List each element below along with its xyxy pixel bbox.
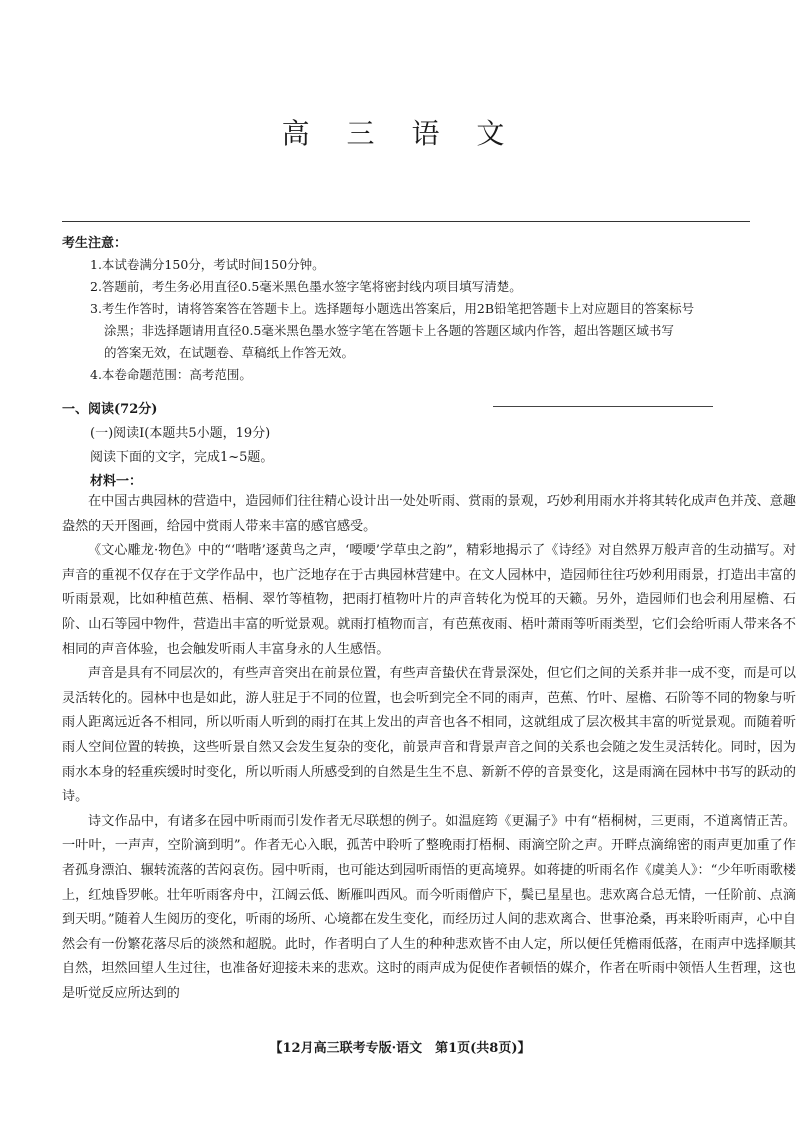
- page-title: 高 三 语 文: [281, 117, 519, 150]
- notice-item: 2.答题前，考生务必用直径0.5毫米黑色墨水签字笔将密封线内项目填写清楚。: [90, 279, 522, 294]
- passage-paragraph: 诗文作品中，有诸多在园中听雨而引发作者无尽联想的例子。如温庭筠《更漏子》中有“梧桐树，三更雨，不道离情正苦。一叶叶，一声声，空阶滴到明”。作者无心入眠，孤苦中聆听了整晚雨打梧桐、雨滴空阶之声。开畔点滴绵密的雨声更加重了作者孤身漂泊、辗转流落的苦闷哀伤。园中听雨，也可能达到园听雨悟的更高境界。如蒋捷的听雨名作《虞美人》：“少年听雨歌楼上，红烛昏罗帐。壮年听雨客舟中，江阔云低、断雁叫西风。而今听雨僧庐下，鬓已星星也。悲欢离合总无情，一任阶前、点滴到天明。”随着人生阅历的变化，听雨的场所、心境都在发生变化，而经历过人间的悲欢离合、世事沧桑，再来聆听雨声，心中自然会有一份繁花落尽后的淡然和超脱。此时，作者明白了人生的种种悲欢皆不由人定，所以便任凭檐雨低落，在雨声中选择顺其自然，坦然回望人生过往，也准备好迎接未来的悲欢。这时的雨声成为促使作者顿悟的媒介，作者在听雨中领悟人生哲理，这也是听觉反应所达到的: [62, 813, 796, 1001]
- passage-paragraph: 声音是具有不同层次的，有些声音突出在前景位置，有些声音蛰伏在背景深处，但它们之间的关系并非一成不变，而是可以灵活转化的。园林中也是如此，游人驻足于不同的位置，也会听到完全不同的雨声，芭蕉、竹叶、屋檐、石阶等不同的物象与听雨人距离远近各不相同，所以听雨人听到的雨打在其上发出的声音也各不相同，这就组成了层次极其丰富的听觉景观。而随着听雨人空间位置的转换，这些听景自然又会发生复杂的变化，前景声音和背景声音之间的关系也会随之发生灵活转化。同时，因为雨水本身的轻重疾缓时时变化，所以听雨人所感受到的自然是生生不息、新新不停的音景变化，这是雨滴在园林中书写的跃动的诗。: [62, 666, 796, 805]
- reading-instruction: 阅读下面的文字，完成1~5题。: [90, 450, 274, 465]
- notice-list: [90, 254, 770, 386]
- section-divider: [493, 406, 713, 407]
- passage-paragraph: 在中国古典园林的营造中，造园师们往往精心设计出一处处听雨、赏雨的景观，巧妙利用雨水并将其转化成声色并茂、意趣盎然的天开图画，给园中赏雨人带来丰富的感官感受。: [62, 494, 796, 534]
- notice-item: 3.考生作答时，请将答案答在答题卡上。选择题每小题选出答案后，用2B铅笔把答题卡上对应题目的答案标号: [90, 301, 695, 316]
- passage-paragraph: 《文心雕龙·物色》中的“‘喈喈’逐黄鸟之声，‘喓喓’学草虫之韵”，精彩地揭示了《诗经》对自然界万般声音的生动描写。对声音的重视不仅存在于文学作品中，也广泛地存在于古典园林营建中。在文人园林中，造园师往往巧妙利用雨景，打造出丰富的听雨景观，比如种植芭蕉、梧桐、翠竹等植物，把雨打植物叶片的声音转化为悦耳的天籁。另外，造园师们也会利用屋檐、石阶、山石等园中物件，营造出丰富的听觉景观。就雨打植物而言，有芭蕉夜雨、梧叶萧雨等听雨类型，它们会给听雨人带来各不相同的声音体验，也会触发听雨人丰富身永的人生感悟。: [62, 543, 796, 657]
- notice-item-continuation: 的答案无效，在试题卷、草稿纸上作答无效。: [104, 345, 355, 360]
- notice-item: 1.本试卷满分150分，考试时间150分钟。: [90, 257, 325, 272]
- section-subheading: (一)阅读Ⅰ(本题共5小题，19分): [90, 426, 271, 441]
- material-label: 材料一：: [90, 474, 143, 489]
- header-divider: [62, 221, 750, 222]
- notice-item: 4.本卷命题范围：高考范围。: [90, 367, 252, 382]
- notice-item-continuation: 涂黑；非选择题请用直径0.5毫米黑色墨水签字笔在答题卡上各题的答题区域内作答，超出答题区域书写: [104, 323, 674, 338]
- page-footer: 【12月高三联考专版·语文 第1页(共8页)】: [269, 1041, 531, 1056]
- reading-passage: [62, 490, 796, 1006]
- notice-heading: 考生注意：: [62, 236, 128, 251]
- section-heading: 一、阅读(72分): [62, 402, 158, 417]
